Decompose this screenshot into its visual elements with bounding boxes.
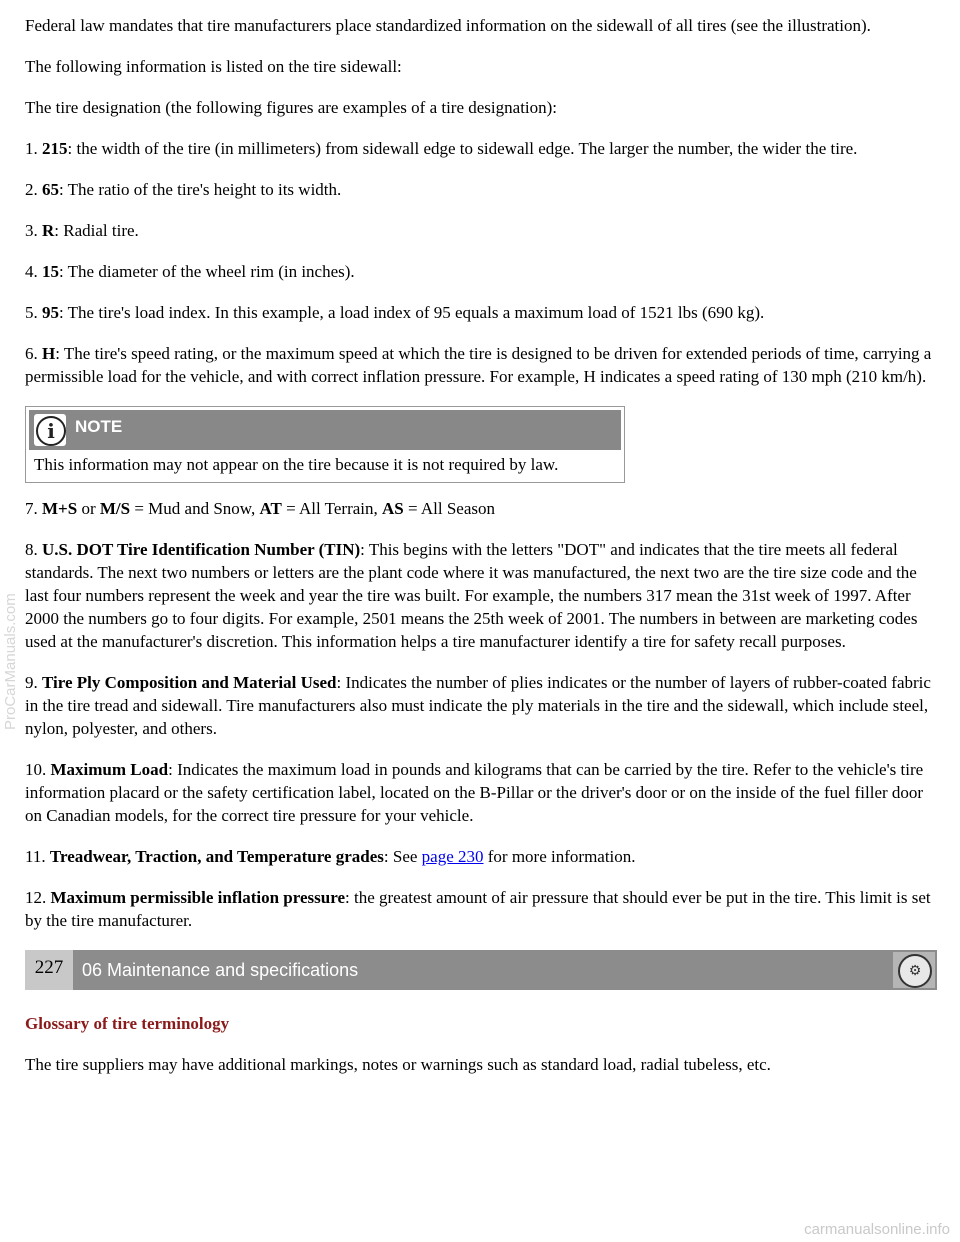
list-item-7: 7. M+S or M/S = Mud and Snow, AT = All Terrain, AS = All Season — [25, 499, 496, 518]
intro-paragraph-1: Federal law mandates that tire manufacturers place standardized information on the sidewall of all tires (see the illustration). — [25, 16, 871, 35]
item-key: Tire Ply Composition and Material Used — [42, 673, 337, 692]
item-key: Maximum Load — [50, 760, 169, 779]
item-key: 65 — [42, 180, 59, 199]
item-key: Treadwear, Traction, and Temperature grades — [49, 847, 384, 866]
info-icon: i — [34, 414, 66, 446]
list-item-8: 8. U.S. DOT Tire Identification Number (TIN): This begins with the letters "DOT" and indicates that the tire meets all federal standards. The next two numbers or letters are the plant code where it was manufactured, the next two are the tire size code and the last four numbers represent the week and year the tire was built. For example, the numbers 317 mean the 31st week of 1997. After 2000 the numbers go to four digits. For example, 2501 means the 25th week of 2001. The numbers in between are marketing codes used at the manufacturer's discretion. This information helps a tire manufacturer identify a tire for safety recall purposes. — [25, 540, 918, 651]
list-item-10: 10. Maximum Load: Indicates the maximum load in pounds and kilograms that can be carried by the tire. Refer to the vehicle's tire information placard or the safety certification label, located on the B-Pillar or the driver's door or on the inside of the fuel filler door on Canadian models, for the correct tire pressure for your vehicle. — [25, 760, 924, 825]
section-header-bar — [25, 950, 937, 990]
intro-paragraph-3: The tire designation (the following figures are examples of a tire designation): — [25, 98, 558, 117]
list-item-5: 5. 95: The tire's load index. In this example, a load index of 95 equals a maximum load of 1521 lbs (690 kg). — [25, 303, 765, 322]
glossary-heading: Glossary of tire terminology — [25, 1014, 230, 1033]
note-body: This information may not appear on the tire because it is not required by law. — [34, 455, 559, 474]
list-item-1: 1. 215: the width of the tire (in millimeters) from sidewall edge to sidewall edge. The larger the number, the wider the tire. — [25, 139, 858, 158]
note-header — [29, 410, 621, 450]
glossary-paragraph: The tire suppliers may have additional markings, notes or warnings such as standard load, radial tubeless, etc. — [25, 1055, 771, 1074]
item-key: 95 — [42, 303, 59, 322]
list-item-3: 3. R: Radial tire. — [25, 221, 139, 240]
item-key: Maximum permissible inflation pressure — [50, 888, 346, 907]
list-item-4: 4. 15: The diameter of the wheel rim (in inches). — [25, 262, 355, 281]
side-watermark: ProCarManuals.com — [2, 593, 19, 730]
item-key: 15 — [42, 262, 59, 281]
note-title: NOTE — [75, 417, 123, 436]
note-box — [25, 406, 625, 483]
manual-page — [25, 14, 937, 1094]
list-item-2: 2. 65: The ratio of the tire's height to its width. — [25, 180, 342, 199]
maintenance-icon: ⚙ — [893, 952, 935, 988]
list-item-9: 9. Tire Ply Composition and Material Used: Indicates the number of plies indicates or the number of layers of rubber-coated fabric in the tire tread and sidewall. Tire manufacturers also must indicate the ply materials in the tire and the sidewall, which include steel, nylon, polyester, and others. — [25, 673, 931, 738]
footer-watermark: carmanualsonline.info — [804, 1221, 950, 1238]
item-key: 215 — [42, 139, 68, 158]
intro-paragraph-2: The following information is listed on the tire sidewall: — [25, 57, 402, 76]
item-key: H — [42, 344, 56, 363]
item-key: U.S. DOT Tire Identification Number (TIN) — [42, 540, 361, 559]
list-item-6: 6. H: The tire's speed rating, or the maximum speed at which the tire is designed to be driven for extended periods of time, carrying a permissible load for the vehicle, and with correct inflation pressure. For example, H indicates a speed rating of 130 mph (210 km/h). — [25, 344, 932, 386]
list-item-11: 11. Treadwear, Traction, and Temperature grades: See page 230 for more information. — [25, 847, 636, 866]
section-title: 06 Maintenance and specifications — [82, 960, 359, 980]
list-item-12: 12. Maximum permissible inflation pressure: the greatest amount of air pressure that should ever be put in the tire. This limit is set by the tire manufacturer. — [25, 888, 931, 930]
page-230-link[interactable]: page 230 — [421, 847, 484, 866]
page-number: 227 — [25, 950, 73, 990]
item-key: R — [42, 221, 55, 240]
